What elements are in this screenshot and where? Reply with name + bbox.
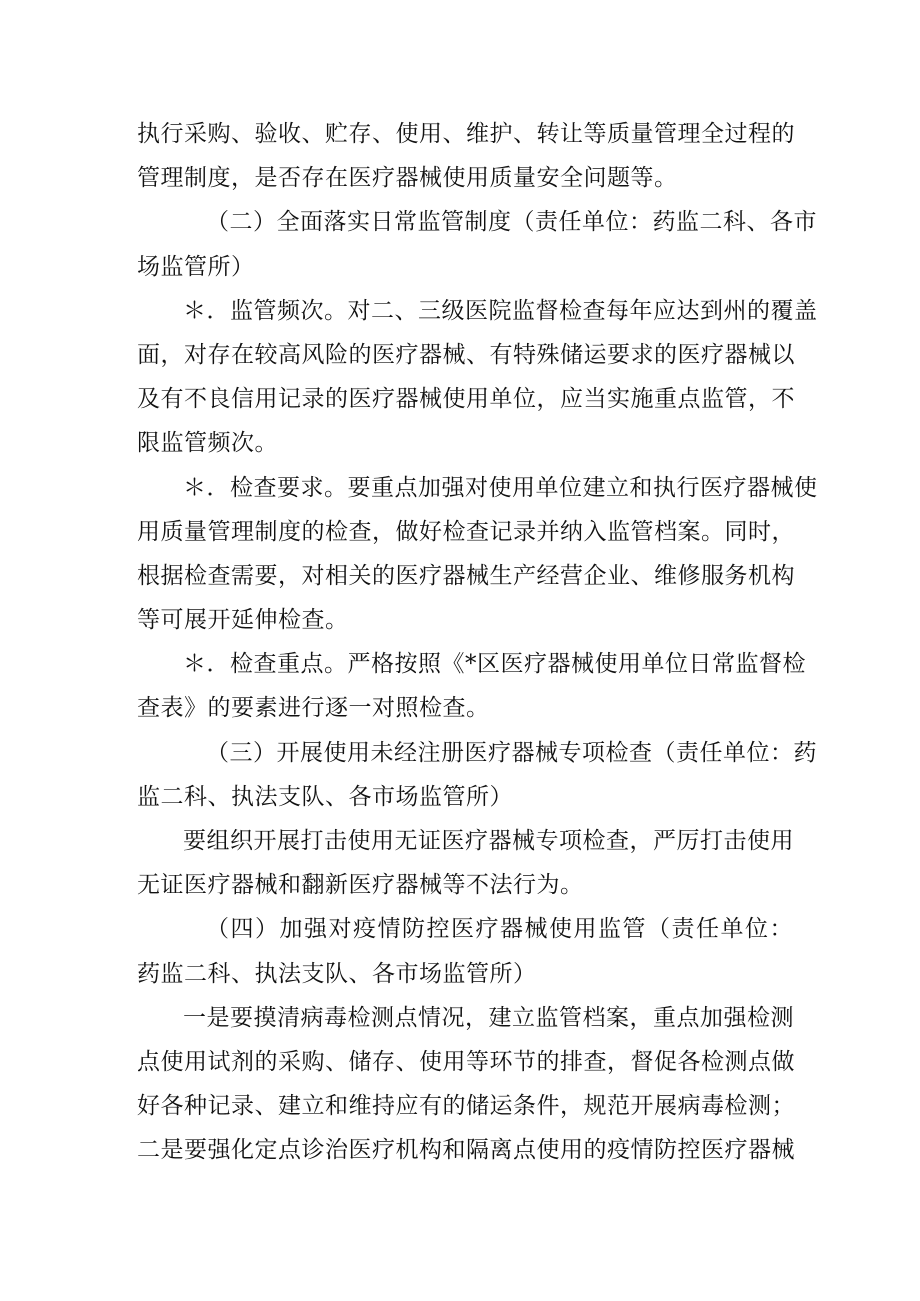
text-line: 等可展开延伸检查。 xyxy=(137,607,349,634)
section-heading-line: 场监管所） xyxy=(137,253,255,280)
text-line: 管理制度，是否存在医疗器械使用质量安全问题等。 xyxy=(137,165,678,192)
text-line: 一是要摸清病毒检测点情况，建立监管档案，重点加强检测 xyxy=(183,1004,794,1031)
text-line: 及有不良信用记录的医疗器械使用单位，应当实施重点监管，不 xyxy=(137,386,795,413)
text-line: 要组织开展打击使用无证医疗器械专项检查，严厉打击使用 xyxy=(183,828,794,854)
section-heading-line: （二）全面落实日常监管制度（责任单位：药监二科、各市 xyxy=(206,209,817,236)
text-line: 面，对存在较高风险的医疗器械、有特殊储运要求的医疗器械以 xyxy=(137,341,795,368)
text-line: 二是要强化定点诊治医疗机构和隔离点使用的疫情防控医疗器械 xyxy=(137,1137,795,1164)
text-line: ＊．检查重点。严格按照《*区医疗器械使用单位日常监督检 xyxy=(183,651,806,678)
section-heading-line: 监二科、执法支队、各市场监管所） xyxy=(137,783,513,810)
text-line: ＊．监管频次。对二、三级医院监督检查每年应达到州的覆盖 xyxy=(183,297,818,324)
text-line: ＊．检查要求。要重点加强对使用单位建立和执行医疗器械使 xyxy=(183,474,818,501)
section-heading-line: （四）加强对疫情防控医疗器械使用监管（责任单位： xyxy=(206,916,793,943)
text-line: 无证医疗器械和翻新医疗器械等不法行为。 xyxy=(137,872,584,899)
text-line: 点使用试剂的采购、储存、使用等环节的排查，督促各检测点做 xyxy=(137,1048,795,1075)
section-heading-line: （三）开展使用未经注册医疗器械专项检查（责任单位：药 xyxy=(206,739,817,766)
text-line: 执行采购、验收、贮存、使用、维护、转让等质量管理全过程的 xyxy=(137,121,795,147)
document-body xyxy=(137,112,818,1173)
text-line: 好各种记录、建立和维持应有的储运条件，规范开展病毒检测； xyxy=(137,1093,795,1120)
text-line: 限监管频次。 xyxy=(137,430,278,457)
text-line: 查表》的要素进行逐一对照检查。 xyxy=(137,695,490,722)
text-line: 用质量管理制度的检查，做好检查记录并纳入监管档案。同时， xyxy=(137,518,795,545)
text-line: 根据检查需要，对相关的医疗器械生产经营企业、维修服务机构 xyxy=(137,562,795,589)
section-heading-line: 药监二科、执法支队、各市场监管所） xyxy=(137,960,537,987)
